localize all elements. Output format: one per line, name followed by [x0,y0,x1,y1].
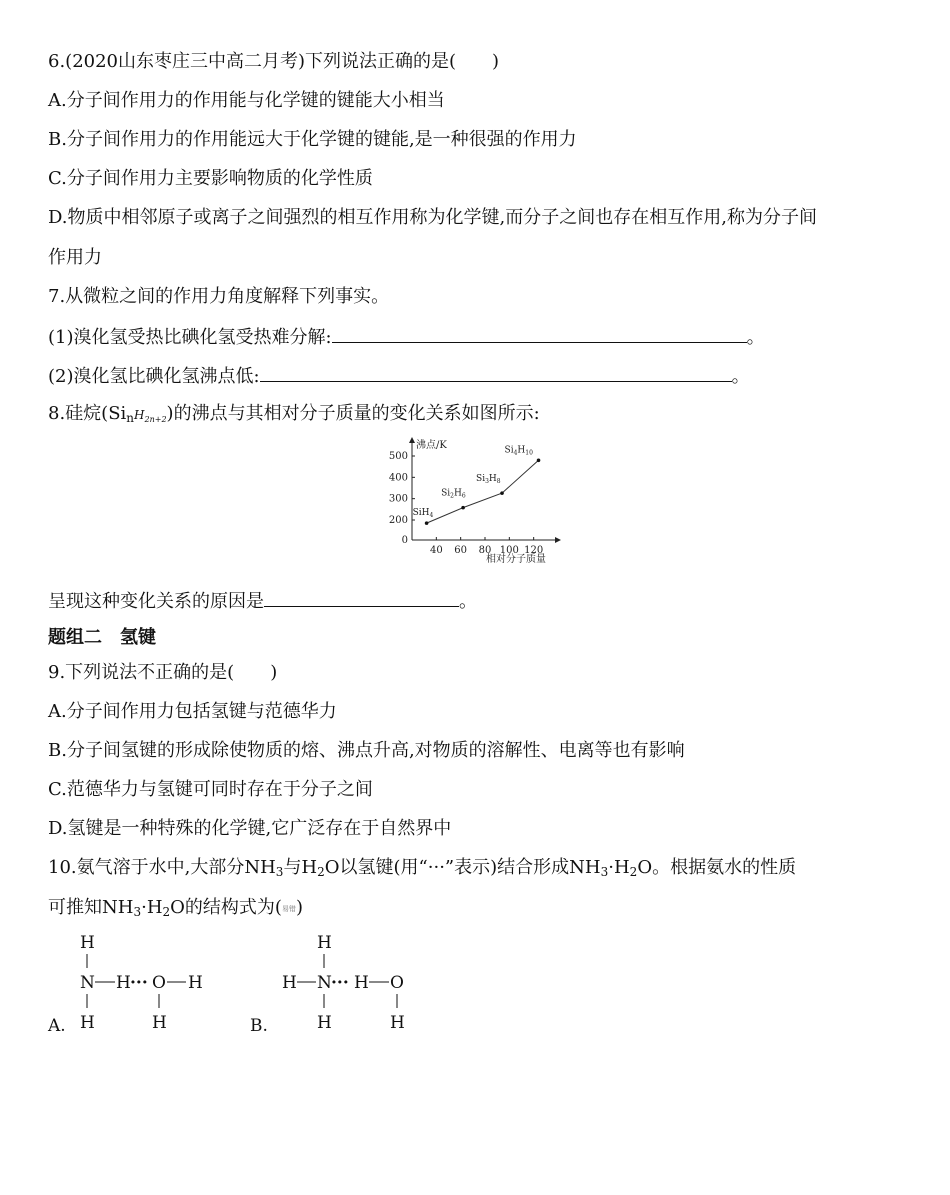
y-axis-label: 沸点/K [416,440,447,451]
group2-heading: 题组二 氢键 [48,627,156,648]
q10-sub-3c: 3 [133,905,142,919]
q6-option-d-line1: D.物质中相邻原子或离子之间强烈的相互作用称为化学键,而分子之间也存在相互作用,称为分子间 [48,207,817,228]
q7-part1-blank[interactable] [332,324,747,343]
option-b-label: B. [250,1016,268,1036]
q10-text-9: ) [295,897,303,918]
data-point-label: $Si_2H_6$ [441,488,466,500]
q8-answer-blank[interactable] [264,588,459,607]
q9-option-a: A.分子间作用力包括氢键与范德华力 [48,701,337,722]
a-h-o-bottom: H [152,1013,167,1033]
q10-text-3: O以氢键(用“···”表示)结合形成NH [324,857,601,878]
q7-part2-text: (2)溴化氢比碘化氢沸点低: [48,366,260,387]
q7-stem: 7.从微粒之间的作用力角度解释下列事实。 [48,286,390,307]
y-tick-label: 300 [388,493,408,505]
b-h-mid: H [354,973,369,993]
q10-line2 [48,896,303,924]
q9-option-b: B.分子间氢键的形成除使物质的熔、沸点升高,对物质的溶解性、电离等也有影响 [48,740,685,761]
q10-text-1: 10.氨气溶于水中,大部分NH [48,857,276,878]
x-tick-label: 80 [478,545,492,556]
q7-part2-blank[interactable] [260,363,732,382]
q10-sub-3a: 3 [275,865,284,879]
q10-text-4: ·H [608,857,630,878]
q8-hsub: 2n+2 [144,415,167,424]
structure-options [40,928,440,1038]
a-dots: ··· [130,973,148,993]
b-dots: ··· [331,973,349,993]
x-axis-label: 相对分子质量 [486,554,546,565]
q10-line1 [48,856,796,884]
silane-boiling-point-chart [380,436,580,571]
q10-text-8: O的结构式为( [170,897,282,918]
q10-text-7: ·H [141,897,163,918]
q10-text-2: 与H [283,857,318,878]
q10-text-6: 可推知NH [48,897,134,918]
q7-part1-end: 。 [746,327,765,348]
q6-option-b: B.分子间作用力的作用能远大于化学键的键能,是一种很强的作用力 [48,129,577,150]
q9-option-d: D.氢键是一种特殊的化学键,它广泛存在于自然界中 [48,818,452,839]
q10-tag: 易错 [281,905,296,913]
data-point [537,458,541,462]
b-h-top: H [317,933,332,953]
data-point-label: SiH$_4$ [412,508,434,520]
b-h-o-bottom: H [390,1013,405,1033]
q8-answer-end: 。 [459,591,477,612]
q8-h: H [134,408,145,422]
q6-stem: 6.(2020山东枣庄三中高二月考)下列说法正确的是( ) [48,51,500,72]
a-o: O [152,973,166,993]
q10-sub-2b: 2 [629,865,638,879]
q6-option-d-line2: 作用力 [48,247,102,268]
data-point [500,491,504,495]
q6-option-c: C.分子间作用力主要影响物质的化学性质 [48,168,373,189]
b-n: N [317,973,332,993]
q8-suffix: )的沸点与其相对分子质量的变化关系如图所示: [166,403,540,424]
q8-answer [48,588,477,614]
q7-part2 [48,363,750,389]
q7-part1-text: (1)溴化氢受热比碘化氢受热难分解: [48,327,332,348]
y-tick-label: 400 [388,472,408,484]
y-tick-label: 200 [388,515,408,526]
x-tick-label: 60 [454,545,468,556]
data-point [425,521,429,525]
a-n: N [80,973,95,993]
a-h-top: H [80,933,95,953]
q10-text-5: O。根据氨水的性质 [637,857,797,878]
q9-stem: 9.下列说法不正确的是( ) [48,662,278,683]
q8-stem [48,402,540,432]
y-tick-label: 0 [401,535,408,546]
q10-sub-3b: 3 [600,865,609,879]
b-h-bottom: H [317,1013,332,1033]
q10-sub-2c: 2 [162,905,171,919]
a-h-bottom: H [80,1013,95,1033]
a-h-mid: H [116,973,131,993]
data-point-label: $Si_4H_{10}$ [504,445,533,457]
q10-sub-2a: 2 [317,865,325,879]
b-o: O [390,973,404,993]
q9-option-c: C.范德华力与氢键可同时存在于分子之间 [48,779,373,800]
data-point [461,506,465,510]
b-h-left: H [282,973,297,993]
x-tick-label: 120 [524,545,544,556]
data-point-label: $Si_3H_8$ [476,474,501,486]
q8-answer-text: 呈现这种变化关系的原因是 [48,591,264,612]
x-tick-label: 40 [429,545,443,556]
q8-prefix: 8.硅烷(Si [48,403,127,424]
y-tick-label: 500 [388,451,408,462]
x-tick-label: 100 [499,545,519,556]
a-h-right: H [188,973,203,993]
q7-part1 [48,324,765,350]
q8-sub-n: n [126,411,135,425]
q6-option-a: A.分子间作用力的作用能与化学键的键能大小相当 [48,90,445,111]
q7-part2-end: 。 [731,366,750,387]
option-a-label: A. [48,1016,66,1036]
